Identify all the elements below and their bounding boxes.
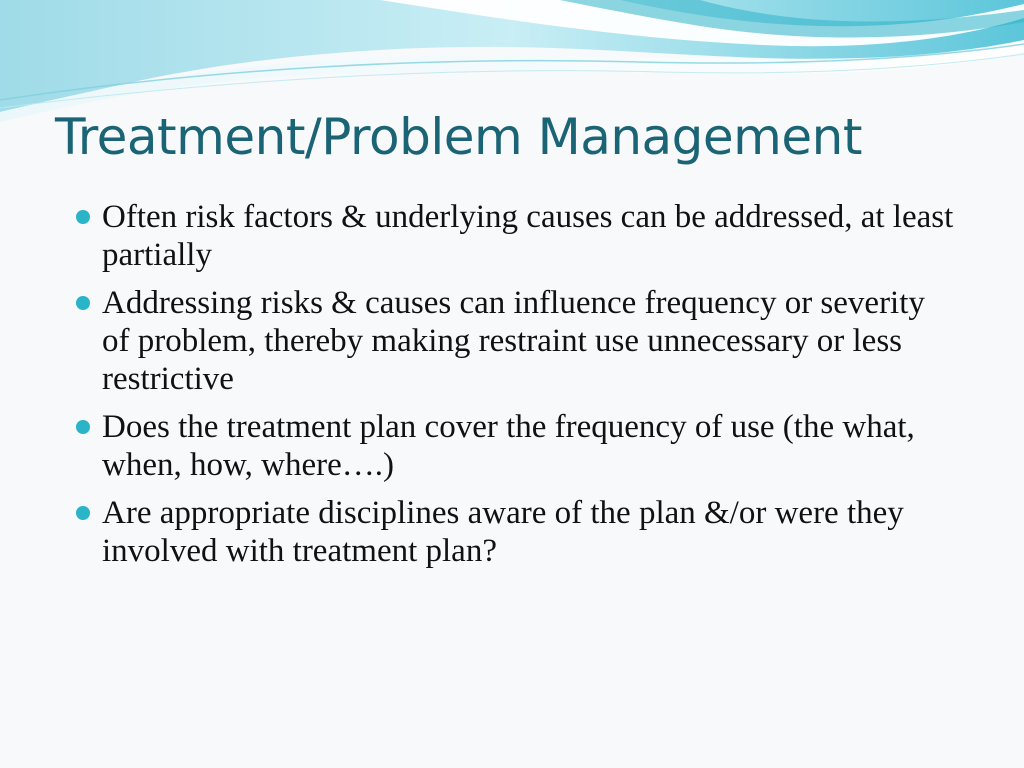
bullet-text: Addressing risks & causes can influence frequency or severity of problem, thereby making restraint use unnecessary or less restrictive: [102, 285, 925, 397]
bullet-text: Often risk factors & underlying causes can be addressed, at least partially: [102, 199, 954, 273]
bullet-item: [74, 284, 954, 398]
bullet-dot-icon: [76, 210, 90, 224]
bullet-item: [74, 408, 954, 484]
bullet-dot-icon: [76, 420, 90, 434]
bullet-dot-icon: [76, 296, 90, 310]
bullet-text: Are appropriate disciplines aware of the plan &/or were they involved with treatment plan?: [102, 495, 904, 569]
bullet-dot-icon: [76, 506, 90, 520]
bullet-list: [74, 198, 954, 580]
bullet-text: Does the treatment plan cover the frequency of use (the what, when, how, where….): [102, 409, 915, 483]
slide-title: Treatment/Problem Management: [55, 108, 862, 166]
bullet-item: [74, 494, 954, 570]
bullet-item: [74, 198, 954, 274]
